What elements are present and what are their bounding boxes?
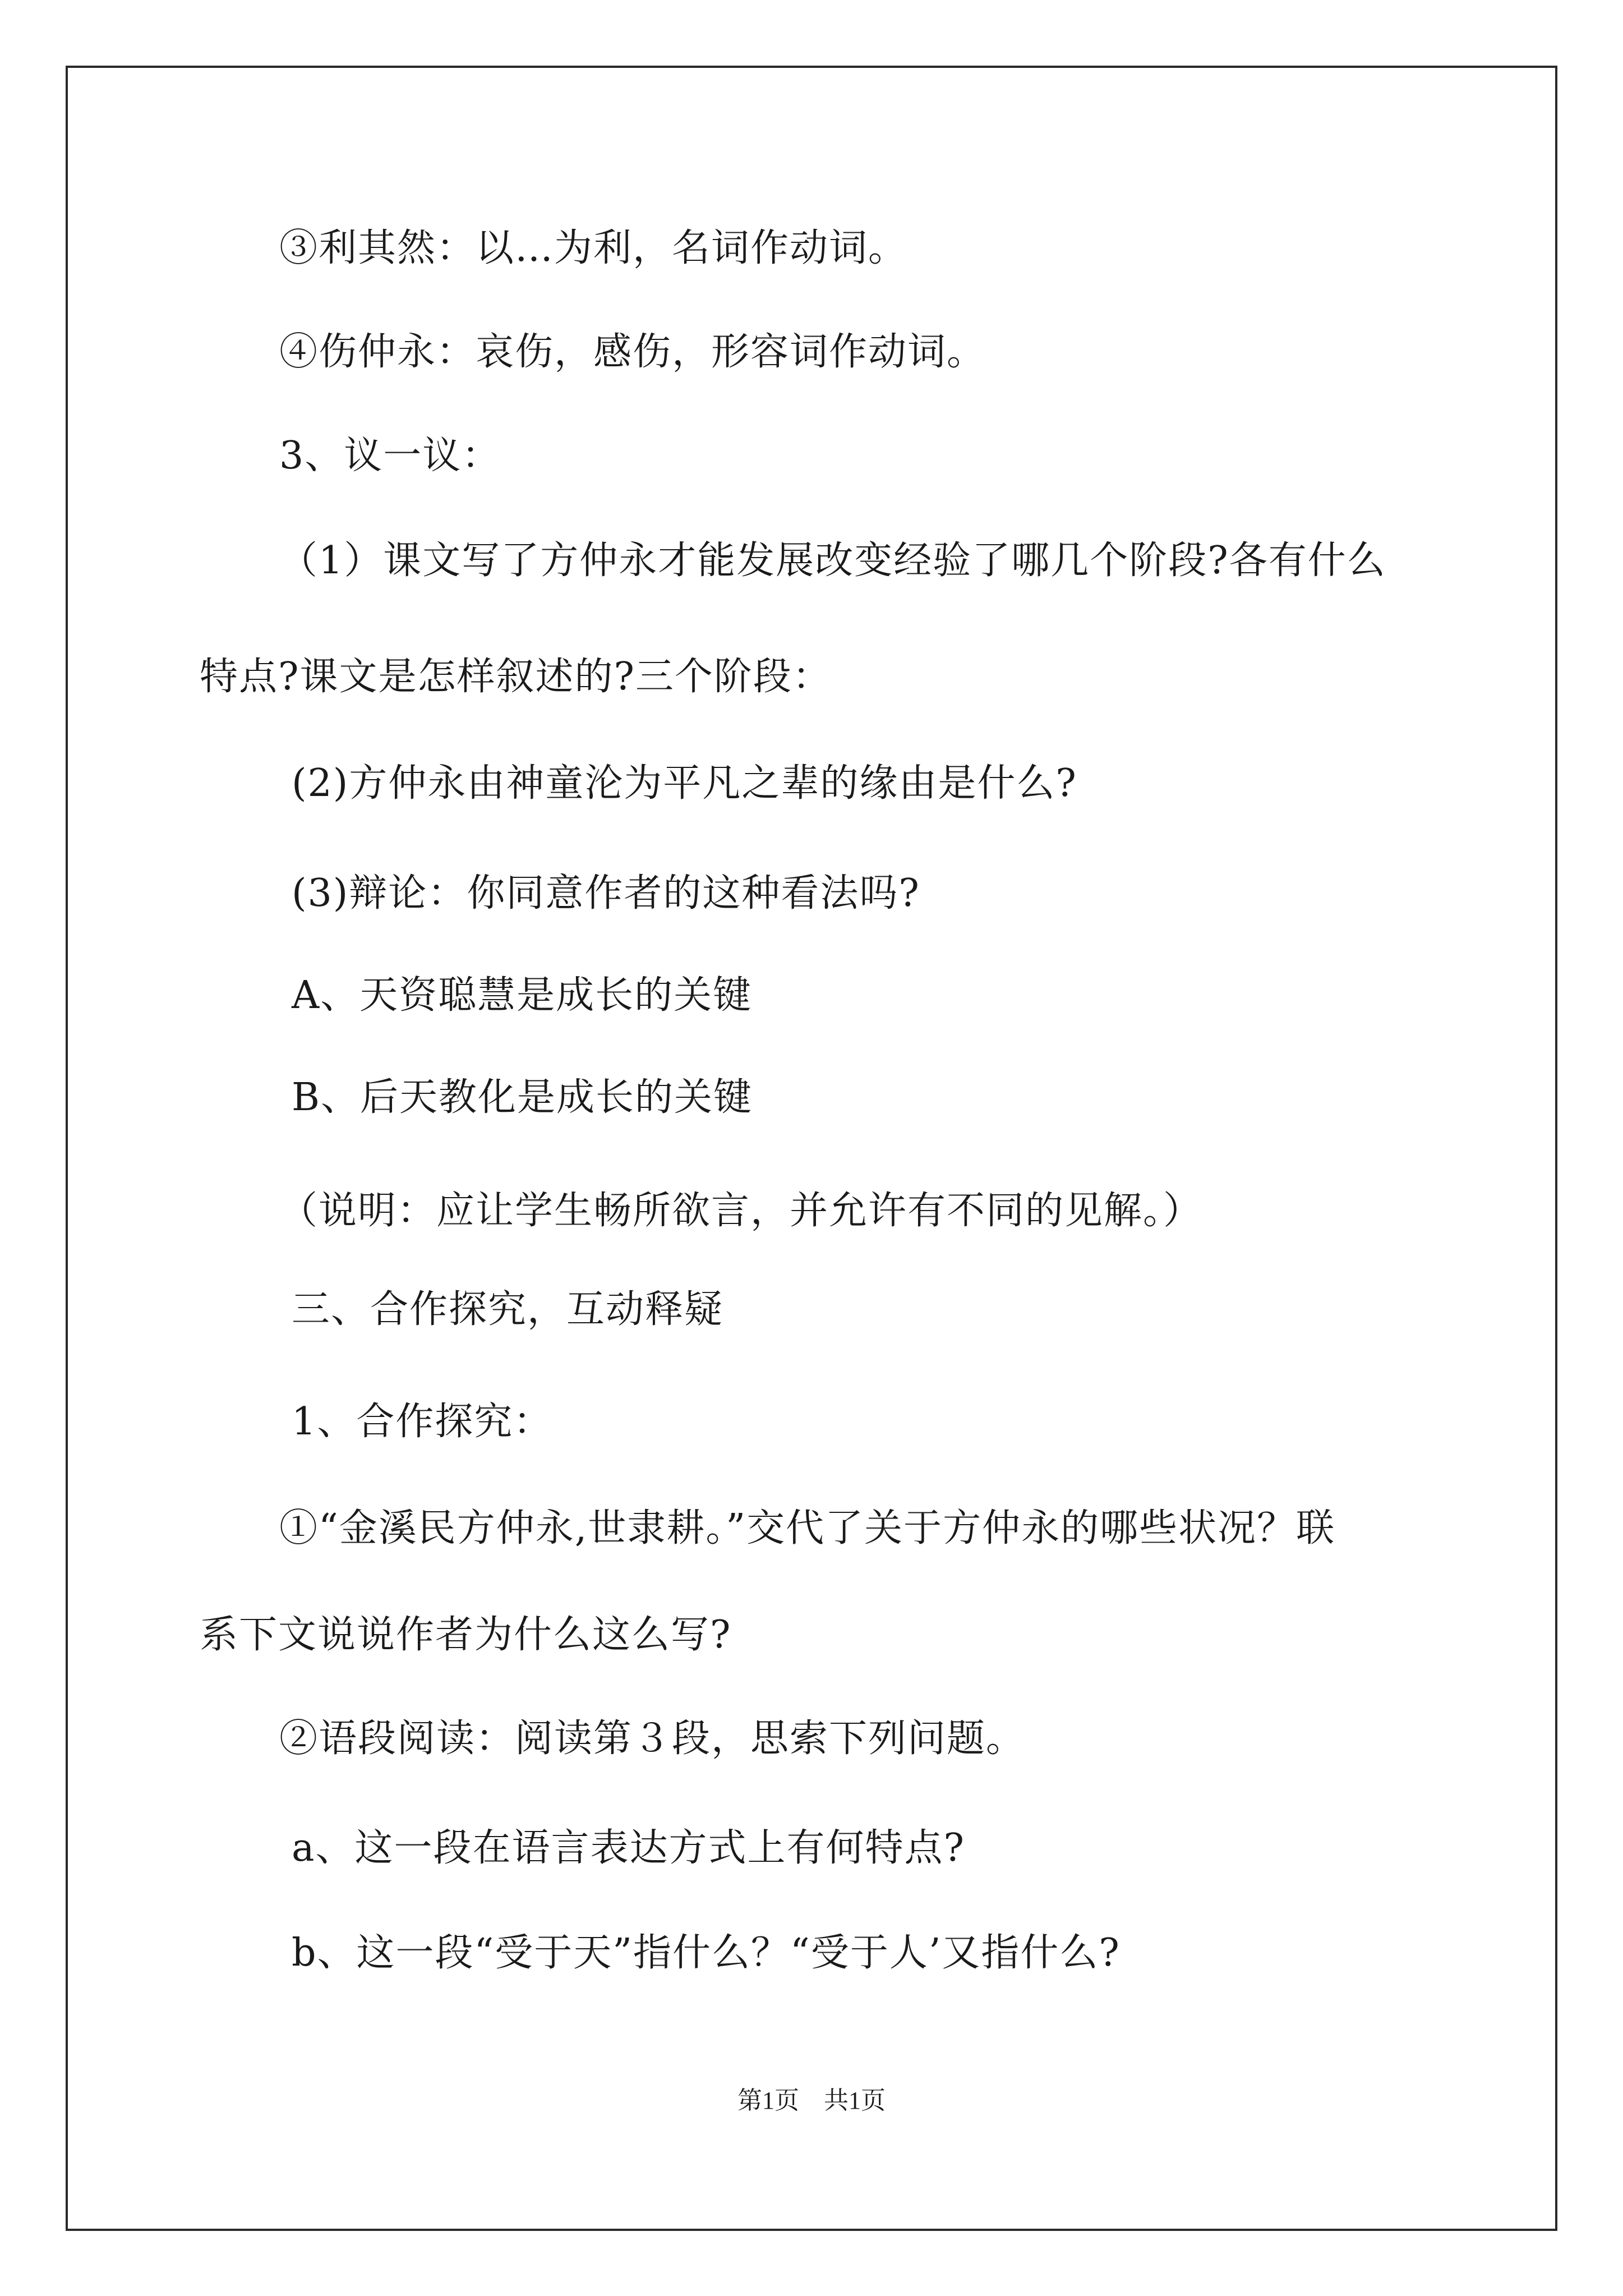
text-line-10: （说明：应让学生畅所欲言，并允许有不同的见解。） bbox=[279, 1189, 1203, 1233]
page-border bbox=[66, 66, 1557, 2231]
text-line-16: a、这一段在语言表达方式上有何特点? bbox=[292, 1826, 965, 1870]
text-line-4: （1）课文写了方仲永才能发展改变经验了哪几个阶段?各有什么 bbox=[279, 539, 1386, 583]
text-line-6: (2)方仲永由神童沦为平凡之辈的缘由是什么? bbox=[292, 761, 1077, 806]
text-line-7: (3)辩论：你同意作者的这种看法吗? bbox=[292, 871, 920, 915]
text-line-9: B、后天教化是成长的关键 bbox=[292, 1075, 753, 1120]
text-line-1: ③利其然：以…为利，名词作动词。 bbox=[279, 226, 908, 270]
page-footer: 第1页 共1页 bbox=[737, 2087, 886, 2114]
text-line-11: 三、合作探究，互动释疑 bbox=[292, 1287, 724, 1332]
text-line-15: ②语段阅读：阅读第３段，思索下列问题。 bbox=[279, 1717, 1026, 1761]
text-line-14: 系下文说说作者为什么这么写? bbox=[200, 1613, 732, 1657]
text-line-5: 特点?课文是怎样叙述的?三个阶段： bbox=[200, 655, 832, 699]
text-line-12: 1、合作探究： bbox=[292, 1400, 553, 1444]
text-line-3: 3、议一议： bbox=[279, 434, 501, 478]
text-line-13: ①“金溪民方仲永,世隶耕。”交代了关于方仲永的哪些状况？联 bbox=[279, 1506, 1336, 1550]
text-line-8: A、天资聪慧是成长的关键 bbox=[292, 973, 753, 1018]
text-line-2: ④伤仲永：哀伤，感伤，形容词作动词。 bbox=[279, 330, 986, 374]
text-line-17: b、这一段“受于天”指什么？“受于人’又指什么? bbox=[292, 1931, 1121, 1975]
